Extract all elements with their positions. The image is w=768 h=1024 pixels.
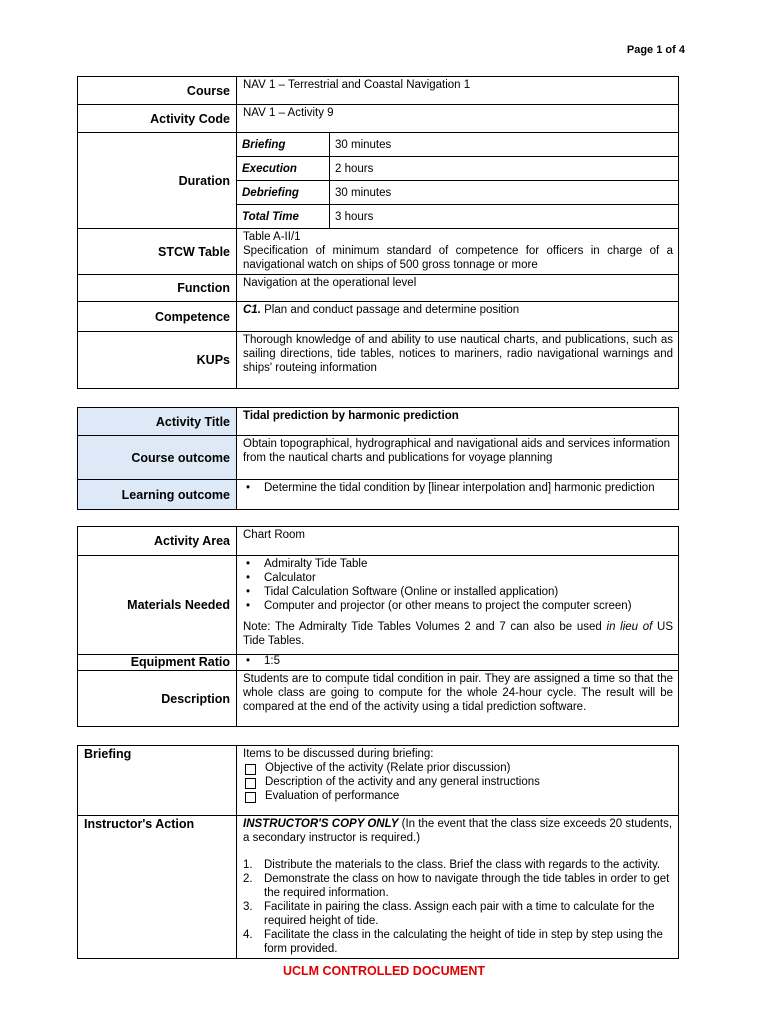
activity-code-value: NAV 1 – Activity 9 [237,105,679,133]
stcw-value [237,229,679,275]
duration-key: Briefing [237,133,330,157]
learning-outcome-item: • Determine the tidal condition by [linear interpolation and] harmonic prediction [243,481,673,495]
checkbox-icon[interactable] [245,764,256,775]
controlled-document-footer: UCLM CONTROLLED DOCUMENT [282,964,486,978]
course-outcome-label: Course outcome [78,436,237,480]
duration-key: Debriefing [237,181,330,205]
kups-label: KUPs [78,332,237,389]
duration-table [237,133,678,228]
function-label: Function [78,275,237,302]
duration-value: 30 minutes [330,133,679,157]
instructor-note: INSTRUCTOR'S COPY ONLY (In the event that the class size exceeds 20 students, a secondary instructor is required.) [243,818,673,844]
stcw-label: STCW Table [78,229,237,275]
checkbox-icon[interactable] [245,778,256,789]
briefing-label: Briefing [78,746,237,816]
instructor-action-value [237,816,679,959]
briefing-item: Description of the activity and any general instructions [243,775,673,789]
duration-key: Total Time [237,205,330,229]
duration-value: 30 minutes [330,181,679,205]
stcw-table-ref: Table A-II/1 [243,231,301,243]
competence-label: Competence [78,302,237,332]
equipment-ratio-label: Equipment Ratio [78,655,237,671]
briefing-item: Evaluation of performance [243,789,673,803]
activity-title-value: Tidal prediction by harmonic prediction [237,408,679,436]
page-number: Page 1 of 4 [626,44,685,56]
duration-value: 2 hours [330,157,679,181]
equipment-ratio-item: • 1:5 [243,655,673,668]
description-label: Description [78,671,237,727]
activity-area-value: Chart Room [237,527,679,556]
activity-title-label: Activity Title [78,408,237,436]
activity-area-label: Activity Area [78,527,237,556]
material-item: • Computer and projector (or other means to project the computer screen) [243,599,673,613]
learning-outcome-label: Learning outcome [78,480,237,510]
activity-table [77,407,679,510]
duration-value: 3 hours [330,205,679,229]
competence-code: C1. [243,304,261,316]
instructor-step: 3. Facilitate in pairing the class. Assign each pair with a time to calculate for the required height of tide. [243,901,655,927]
function-value: Navigation at the operational level [237,275,679,302]
briefing-intro: Items to be discussed during briefing: [243,748,434,760]
material-item: • Admiralty Tide Table [243,557,673,571]
briefing-item: Objective of the activity (Relate prior discussion) [243,761,673,775]
material-item: • Calculator [243,571,673,585]
briefing-value [237,746,679,816]
activity-code-label: Activity Code [78,105,237,133]
material-item: • Tidal Calculation Software (Online or installed application) [243,585,673,599]
equipment-ratio-value [237,655,679,671]
instructor-step: 4. Facilitate the class in the calculating the height of tide in step by step using the form provided. [243,929,663,955]
course-outcome-value: Obtain topographical, hydrographical and navigational aids and services information from the nautical charts and publications for voyage planning [237,436,679,480]
kups-value: Thorough knowledge of and ability to use nautical charts, and publications, such as sailing directions, tide tables, notices to mariners, radio navigational warnings and ships' routeing information [237,332,679,389]
materials-label: Materials Needed [78,556,237,655]
learning-outcome-value [237,480,679,510]
description-value: Students are to compute tidal condition in pair. They are assigned a time so that the whole class are going to compute for the whole 24-hour cycle. The result will be compared at the end of the activity using a tidal prediction software. [237,671,679,727]
briefing-checklist [243,761,673,803]
instructor-step: 1. Distribute the materials to the class. Brief the class with regards to the activity. [243,859,661,871]
competence-value [237,302,679,332]
logistics-table [77,526,679,727]
stcw-spec: Specification of minimum standard of competence for officers in charge of a navigational watch on ships of 500 gross tonnage or more [243,245,673,271]
duration-cell [237,133,679,229]
checkbox-icon[interactable] [245,792,256,803]
course-value: NAV 1 – Terrestrial and Coastal Navigation 1 [237,77,679,105]
instructor-action-label: Instructor's Action [78,816,237,959]
duration-label: Duration [78,133,237,229]
materials-note: Note: The Admiralty Tide Tables Volumes 2 and 7 can also be used in lieu of US Tide Tables. [243,621,673,647]
course-info-table [77,76,679,389]
instructor-step: 2. Demonstrate the class on how to navigate through the tide tables in order to get the required information. [243,873,670,899]
competence-text: Plan and conduct passage and determine position [264,304,520,316]
instructor-steps [243,858,673,956]
procedure-table [77,745,679,959]
materials-list [243,557,673,613]
materials-value [237,556,679,655]
duration-key: Execution [237,157,330,181]
course-label: Course [78,77,237,105]
